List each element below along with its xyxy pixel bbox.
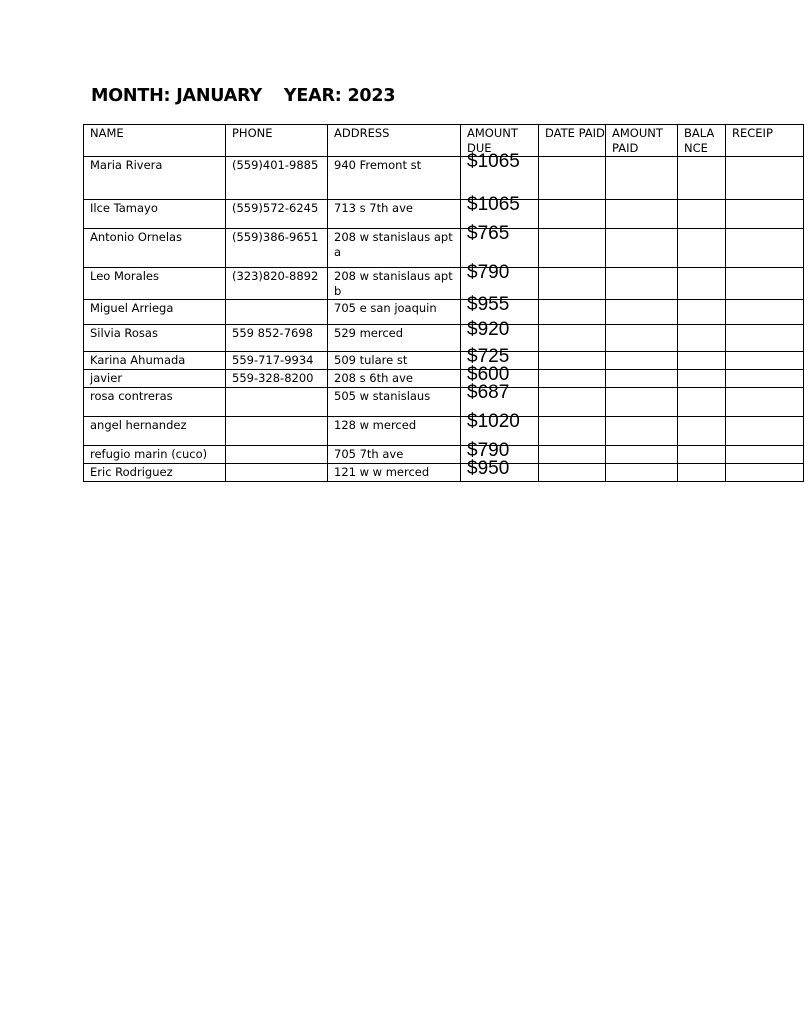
phone-cell (226, 300, 328, 325)
date-paid-cell (539, 229, 606, 268)
column-header: PHONE (226, 125, 328, 157)
balance-cell (678, 388, 726, 417)
column-header: BALA NCE (678, 125, 726, 157)
amount-due-value: $950 (467, 458, 510, 479)
address-cell: 529 merced (328, 325, 461, 352)
amount-paid-cell (606, 157, 678, 200)
address-cell: 940 Fremont st (328, 157, 461, 200)
balance-cell (678, 446, 726, 464)
date-paid-cell (539, 325, 606, 352)
table-row (84, 417, 804, 446)
date-paid-cell (539, 388, 606, 417)
date-paid-cell (539, 268, 606, 300)
receipt-cell (726, 157, 804, 200)
phone-cell: (559)572-6245 (226, 200, 328, 229)
column-header: DATE PAID (539, 125, 606, 157)
address-cell: 208 s 6th ave (328, 370, 461, 388)
address-cell: 705 7th ave (328, 446, 461, 464)
address-cell: 208 w stanislaus apt a (328, 229, 461, 268)
receipt-cell (726, 268, 804, 300)
amount-paid-cell (606, 352, 678, 370)
page-title (91, 86, 395, 106)
phone-cell (226, 446, 328, 464)
name-cell: Maria Rivera (84, 157, 226, 200)
rent-table (83, 124, 804, 482)
name-cell: Ilce Tamayo (84, 200, 226, 229)
amount-paid-cell (606, 200, 678, 229)
amount-due-value: $790 (467, 440, 510, 461)
name-cell: rosa contreras (84, 388, 226, 417)
phone-cell (226, 388, 328, 417)
table-row (84, 229, 804, 268)
table-row (84, 370, 804, 388)
month-label: MONTH: JANUARY (91, 86, 262, 106)
date-paid-cell (539, 352, 606, 370)
balance-cell (678, 417, 726, 446)
table-row (84, 200, 804, 229)
address-cell: 713 s 7th ave (328, 200, 461, 229)
column-header: AMOUNT PAID (606, 125, 678, 157)
rent-table-container (83, 124, 773, 482)
receipt-cell (726, 388, 804, 417)
amount-due-value: $1020 (467, 411, 520, 432)
date-paid-cell (539, 417, 606, 446)
header-row (84, 125, 804, 157)
year-label: YEAR: 2023 (283, 86, 396, 106)
date-paid-cell (539, 464, 606, 482)
table-row (84, 464, 804, 482)
phone-cell (226, 417, 328, 446)
phone-cell: (559)401-9885 (226, 157, 328, 200)
amount-due-value: $1065 (467, 194, 520, 215)
address-cell: 509 tulare st (328, 352, 461, 370)
receipt-cell (726, 300, 804, 325)
name-cell: Antonio Ornelas (84, 229, 226, 268)
balance-cell (678, 352, 726, 370)
phone-cell: 559 852-7698 (226, 325, 328, 352)
name-cell: angel hernandez (84, 417, 226, 446)
table-row (84, 268, 804, 300)
balance-cell (678, 464, 726, 482)
receipt-cell (726, 325, 804, 352)
table-row (84, 352, 804, 370)
name-cell: Leo Morales (84, 268, 226, 300)
table-row (84, 446, 804, 464)
balance-cell (678, 200, 726, 229)
amount-due-value: $790 (467, 262, 510, 283)
name-cell: javier (84, 370, 226, 388)
phone-cell (226, 464, 328, 482)
address-cell: 121 w w merced (328, 464, 461, 482)
phone-cell: (559)386-9651 (226, 229, 328, 268)
table-row (84, 157, 804, 200)
name-cell: Silvia Rosas (84, 325, 226, 352)
address-cell: 128 w merced (328, 417, 461, 446)
name-cell: Karina Ahumada (84, 352, 226, 370)
balance-cell (678, 300, 726, 325)
phone-cell: 559-328-8200 (226, 370, 328, 388)
table-row (84, 300, 804, 325)
amount-paid-cell (606, 268, 678, 300)
phone-cell: 559-717-9934 (226, 352, 328, 370)
name-cell: Eric Rodriguez (84, 464, 226, 482)
receipt-cell (726, 417, 804, 446)
balance-cell (678, 370, 726, 388)
amount-due-value: $765 (467, 223, 510, 244)
amount-paid-cell (606, 446, 678, 464)
receipt-cell (726, 352, 804, 370)
receipt-cell (726, 446, 804, 464)
address-cell: 208 w stanislaus apt b (328, 268, 461, 300)
column-header: NAME (84, 125, 226, 157)
amount-paid-cell (606, 417, 678, 446)
amount-paid-cell (606, 464, 678, 482)
phone-cell: (323)820-8892 (226, 268, 328, 300)
balance-cell (678, 157, 726, 200)
amount-due-cell (461, 458, 539, 482)
name-cell: refugio marin (cuco) (84, 446, 226, 464)
balance-cell (678, 268, 726, 300)
receipt-cell (726, 229, 804, 268)
date-paid-cell (539, 446, 606, 464)
amount-due-value: $725 (467, 346, 510, 367)
receipt-cell (726, 464, 804, 482)
balance-cell (678, 229, 726, 268)
date-paid-cell (539, 300, 606, 325)
amount-due-value: $920 (467, 319, 510, 340)
amount-paid-cell (606, 229, 678, 268)
balance-cell (678, 325, 726, 352)
amount-due-value: $1065 (467, 151, 520, 172)
address-cell: 705 e san joaquin (328, 300, 461, 325)
receipt-cell (726, 200, 804, 229)
name-cell: Miguel Arriega (84, 300, 226, 325)
column-header: AMOUNT DUE (461, 125, 539, 157)
amount-paid-cell (606, 325, 678, 352)
amount-due-value: $955 (467, 294, 510, 315)
date-paid-cell (539, 370, 606, 388)
receipt-cell (726, 370, 804, 388)
address-cell: 505 w stanislaus (328, 388, 461, 417)
amount-due-value: $687 (467, 382, 510, 403)
amount-paid-cell (606, 370, 678, 388)
date-paid-cell (539, 157, 606, 200)
amount-paid-cell (606, 388, 678, 417)
table-row (84, 325, 804, 352)
column-header: ADDRESS (328, 125, 461, 157)
date-paid-cell (539, 200, 606, 229)
amount-due-value: $600 (467, 364, 510, 385)
table-row (84, 388, 804, 417)
column-header: RECEIP (726, 125, 804, 157)
amount-paid-cell (606, 300, 678, 325)
